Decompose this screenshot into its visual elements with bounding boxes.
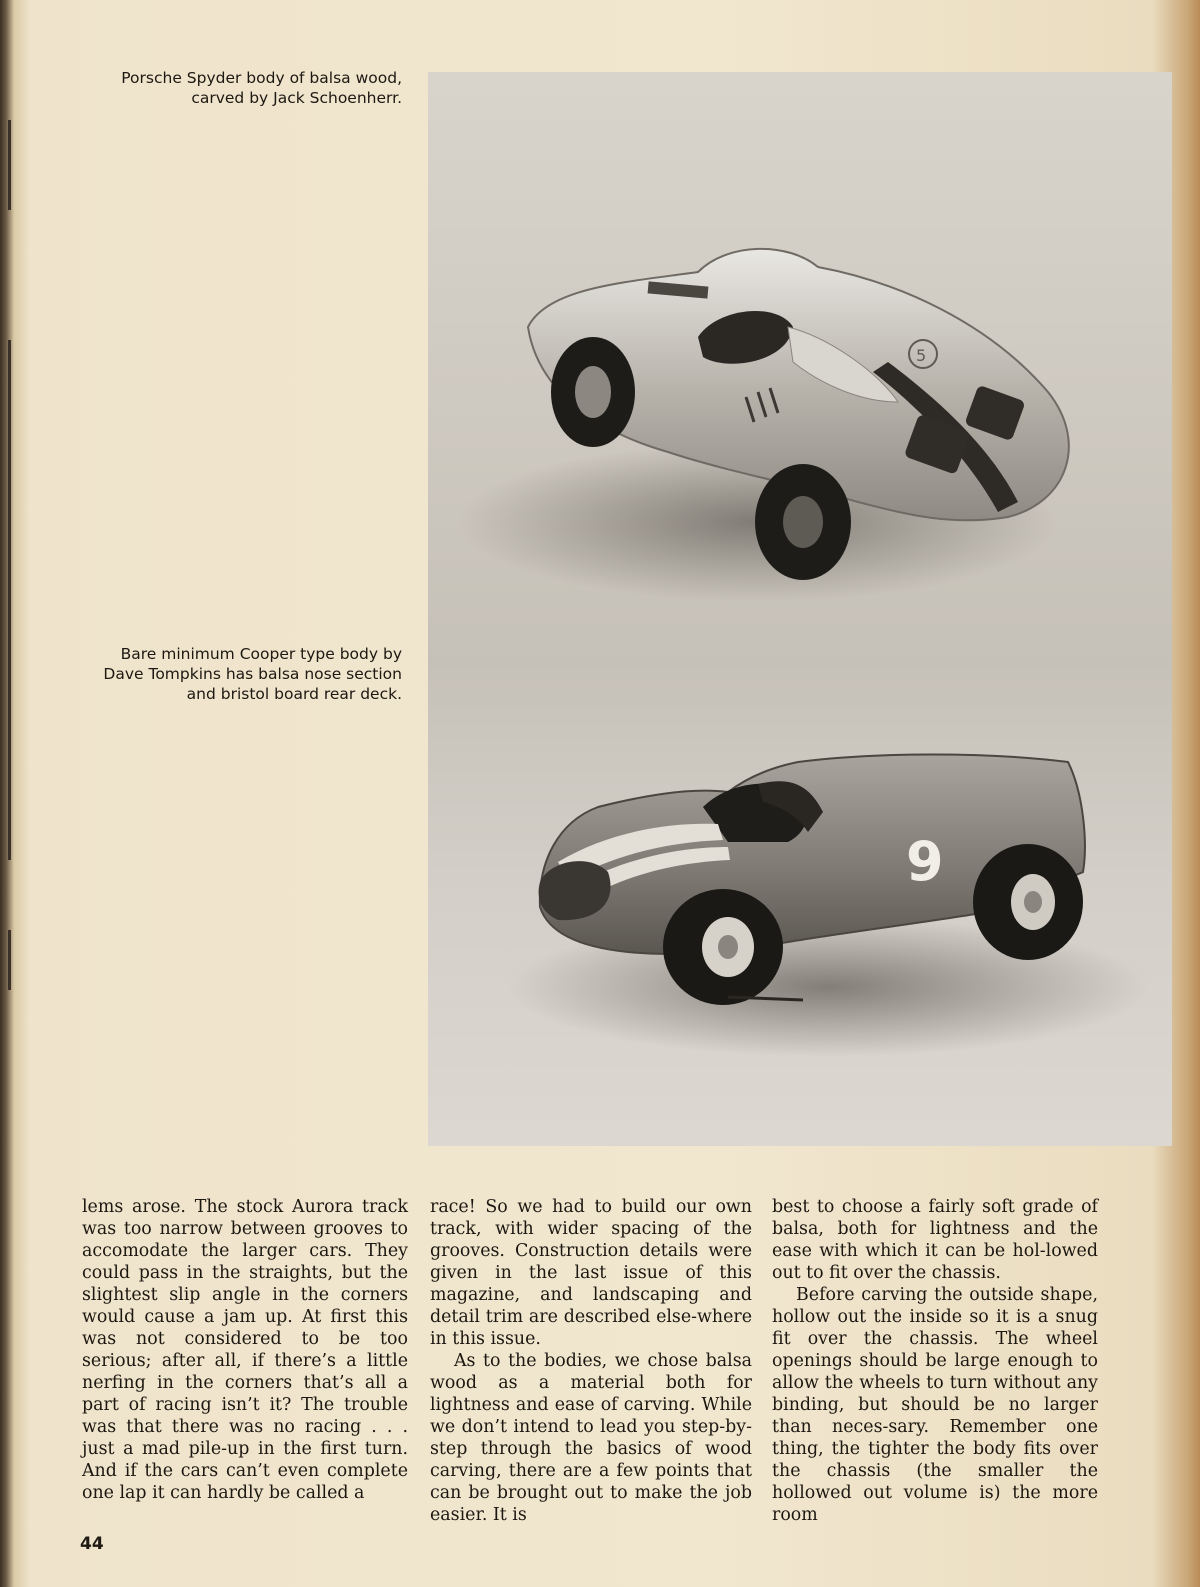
paragraph: best to choose a fairly soft grade of balsa, both for lightness and the ease with which it can be hol-lowed out to fit over the chassis. bbox=[772, 1197, 1098, 1283]
paragraph: lems arose. The stock Aurora track was too narrow between grooves to accomodate the larger cars. They could pass in the straights, but the slightest slip angle in the corners would cause a jam up. At first this was not considered to be too serious; after all, if there’s a little nerfing in the corners that’s all a part of racing isn’t it? The trouble was that there was no racing . . . just a mad pile-up in the first turn. And if the cars can’t even complete one lap it can hardly be called a bbox=[82, 1197, 408, 1503]
caption-line: and bristol board rear deck. bbox=[186, 685, 402, 703]
paragraph: As to the bodies, we chose balsa wood as a material both for lightness and ease of carving. While we don’t intend to lead you step-by-step through the basics of wood carving, there are a few points that can be brought out to make the job easier. It is bbox=[430, 1351, 752, 1525]
porsche-spyder-car bbox=[458, 249, 1069, 602]
spine-mark bbox=[8, 120, 11, 210]
caption-cooper-body bbox=[70, 644, 402, 704]
spine-mark bbox=[8, 340, 11, 860]
caption-line: carved by Jack Schoenherr. bbox=[191, 89, 402, 107]
porsche-number: 5 bbox=[916, 346, 927, 365]
car-photos-illustration bbox=[428, 72, 1172, 1146]
cooper-number: 9 bbox=[906, 830, 944, 893]
article-column-3 bbox=[772, 1196, 1098, 1526]
paragraph: Before carving the outside shape, hollow out the inside so it is a snug fit over the chassis. The wheel openings should be large enough to allow the wheels to turn without any binding, but should be no larger than neces-sary. Remember one thing, the tighter the body fits over the chassis (the smaller the hollowed out volume is) the more room bbox=[772, 1285, 1098, 1525]
page-number: 44 bbox=[80, 1534, 104, 1554]
article-column-2 bbox=[430, 1196, 752, 1526]
spine-mark bbox=[8, 930, 11, 990]
car-photographs bbox=[428, 72, 1172, 1146]
caption-line: Porsche Spyder body of balsa wood, bbox=[121, 69, 402, 87]
caption-line: Bare minimum Cooper type body by bbox=[120, 645, 402, 663]
cooper-type-car bbox=[508, 755, 1148, 1058]
paragraph: race! So we had to build our own track, with wider spacing of the grooves. Construction details were given in the last issue of this magazine, and landscaping and detail trim are described else-where in this issue. bbox=[430, 1197, 752, 1349]
caption-line: Dave Tompkins has balsa nose section bbox=[103, 665, 402, 683]
caption-porsche-spyder bbox=[70, 68, 402, 108]
article-column-1 bbox=[82, 1196, 408, 1504]
